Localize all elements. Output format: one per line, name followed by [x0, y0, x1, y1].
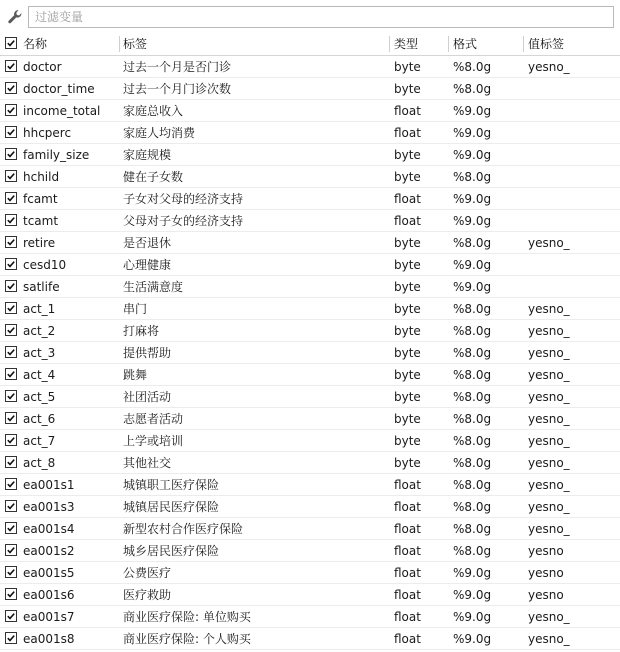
- variable-type: byte: [394, 170, 421, 184]
- variable-name: act_4: [23, 368, 56, 382]
- table-row[interactable]: [0, 254, 620, 276]
- variable-type: byte: [394, 434, 421, 448]
- variable-value-label: yesno_: [528, 434, 570, 448]
- variable-format: %8.0g: [453, 456, 492, 470]
- variable-type: byte: [394, 412, 421, 426]
- filter-variables-input[interactable]: [28, 6, 614, 28]
- row-check-cell[interactable]: [5, 364, 19, 386]
- variable-label: 子女对父母的经济支持: [123, 192, 244, 206]
- row-checkbox[interactable]: [5, 148, 17, 160]
- table-row[interactable]: [0, 518, 620, 540]
- column-divider[interactable]: [119, 36, 120, 52]
- variable-type: byte: [394, 148, 421, 162]
- table-row[interactable]: [0, 408, 620, 430]
- variable-type: float: [394, 104, 421, 118]
- column-header-format[interactable]: 格式: [453, 37, 478, 51]
- row-checkbox[interactable]: [5, 324, 17, 336]
- row-checkbox[interactable]: [5, 588, 17, 600]
- table-row[interactable]: [0, 628, 620, 650]
- variable-value-label: yesno_: [528, 610, 570, 624]
- variable-type: byte: [394, 236, 421, 250]
- row-checkbox[interactable]: [5, 192, 17, 204]
- column-header-name[interactable]: 名称: [23, 37, 48, 51]
- variable-name: ea001s4: [23, 522, 75, 536]
- table-row[interactable]: [0, 496, 620, 518]
- table-row[interactable]: [0, 188, 620, 210]
- variable-type: float: [394, 632, 421, 646]
- variable-name: family_size: [23, 148, 90, 162]
- table-row[interactable]: [0, 166, 620, 188]
- table-row[interactable]: [0, 364, 620, 386]
- row-check-cell[interactable]: [5, 430, 19, 452]
- variable-label: 社团活动: [123, 390, 172, 404]
- row-check-cell[interactable]: [5, 78, 19, 100]
- table-row[interactable]: [0, 452, 620, 474]
- variable-value-label: yesno_: [528, 368, 570, 382]
- variable-name: act_6: [23, 412, 56, 426]
- variable-label: 城镇居民医疗保险: [123, 500, 220, 514]
- column-header-value-label[interactable]: 值标签: [528, 37, 565, 51]
- column-header-type[interactable]: 类型: [394, 37, 419, 51]
- row-checkbox[interactable]: [5, 434, 17, 446]
- variable-label: 家庭规模: [123, 148, 172, 162]
- variable-value-label: [528, 188, 616, 210]
- row-check-cell[interactable]: [5, 496, 19, 518]
- variable-name: income_total: [23, 104, 101, 118]
- table-row[interactable]: [0, 100, 620, 122]
- row-checkbox[interactable]: [5, 566, 17, 578]
- row-checkbox[interactable]: [5, 104, 17, 116]
- row-checkbox[interactable]: [5, 610, 17, 622]
- variable-name: tcamt: [23, 214, 59, 228]
- row-checkbox[interactable]: [5, 126, 17, 138]
- variable-format: %8.0g: [453, 324, 492, 338]
- variable-label: 是否退休: [123, 236, 172, 250]
- column-divider[interactable]: [523, 36, 524, 52]
- variable-label: 商业医疗保险: 个人购买: [123, 632, 251, 646]
- variable-label: 父母对子女的经济支持: [123, 214, 244, 228]
- filter-bar: [0, 0, 620, 34]
- variable-name: hchild: [23, 170, 60, 184]
- variable-label: 打麻将: [123, 324, 160, 338]
- row-checkbox[interactable]: [5, 412, 17, 424]
- table-row[interactable]: [0, 78, 620, 100]
- row-check-cell[interactable]: [5, 562, 19, 584]
- row-checkbox[interactable]: [5, 214, 17, 226]
- variable-format: %8.0g: [453, 390, 492, 404]
- table-body: [0, 56, 620, 650]
- row-checkbox[interactable]: [5, 544, 17, 556]
- table-row[interactable]: [0, 430, 620, 452]
- variable-type: byte: [394, 456, 421, 470]
- row-check-cell[interactable]: [5, 144, 19, 166]
- row-checkbox[interactable]: [5, 500, 17, 512]
- variable-name: ea001s1: [23, 478, 75, 492]
- variable-type: float: [394, 500, 421, 514]
- variable-format: %8.0g: [453, 478, 492, 492]
- variable-label: 家庭人均消费: [123, 126, 196, 140]
- row-checkbox[interactable]: [5, 258, 17, 270]
- row-checkbox[interactable]: [5, 632, 17, 644]
- variable-format: %9.0g: [453, 280, 492, 294]
- variable-value-label: yesno_: [528, 522, 570, 536]
- variable-type: float: [394, 544, 421, 558]
- row-check-cell[interactable]: [5, 386, 19, 408]
- variable-format: %9.0g: [453, 148, 492, 162]
- variable-format: %9.0g: [453, 104, 492, 118]
- select-all-checkbox[interactable]: [5, 37, 17, 49]
- variable-format: %8.0g: [453, 236, 492, 250]
- variable-value-label: [528, 254, 616, 276]
- row-check-cell[interactable]: [5, 188, 19, 210]
- variable-name: ea001s3: [23, 500, 75, 514]
- table-row[interactable]: [0, 232, 620, 254]
- row-check-cell[interactable]: [5, 606, 19, 628]
- variable-format: %8.0g: [453, 60, 492, 74]
- variable-label: 跳舞: [123, 368, 148, 382]
- variable-value-label: [528, 144, 616, 166]
- column-divider[interactable]: [448, 36, 449, 52]
- variable-name: cesd10: [23, 258, 67, 272]
- variable-name: ea001s8: [23, 632, 75, 646]
- variable-label: 串门: [123, 302, 148, 316]
- variable-type: float: [394, 192, 421, 206]
- variable-value-label: yesno: [528, 566, 564, 580]
- row-check-cell[interactable]: [5, 628, 19, 650]
- variable-value-label: yesno_: [528, 632, 570, 646]
- variable-format: %8.0g: [453, 346, 492, 360]
- row-check-cell[interactable]: [5, 408, 19, 430]
- column-divider[interactable]: [389, 36, 390, 52]
- variable-type: float: [394, 566, 421, 580]
- variable-name: ea001s6: [23, 588, 75, 602]
- table-row[interactable]: [0, 56, 620, 78]
- variable-value-label: [528, 122, 616, 144]
- table-row[interactable]: [0, 210, 620, 232]
- variable-value-label: yesno_: [528, 456, 570, 470]
- row-check-cell[interactable]: [5, 56, 19, 78]
- variable-label: 心理健康: [123, 258, 172, 272]
- variable-label: 家庭总收入: [123, 104, 184, 118]
- row-check-cell[interactable]: [5, 320, 19, 342]
- variable-label: 提供帮助: [123, 346, 172, 360]
- variable-label: 过去一个月门诊次数: [123, 82, 232, 96]
- variable-name: doctor_time: [23, 82, 95, 96]
- variable-name: act_1: [23, 302, 56, 316]
- row-checkbox[interactable]: [5, 478, 17, 490]
- variable-format: %9.0g: [453, 258, 492, 272]
- row-checkbox[interactable]: [5, 302, 17, 314]
- variable-value-label: yesno_: [528, 236, 570, 250]
- variable-label: 医疗救助: [123, 588, 172, 602]
- variable-format: %8.0g: [453, 170, 492, 184]
- variable-format: %8.0g: [453, 544, 492, 558]
- row-checkbox[interactable]: [5, 82, 17, 94]
- variable-type: float: [394, 588, 421, 602]
- variable-type: byte: [394, 280, 421, 294]
- variable-format: %9.0g: [453, 632, 492, 646]
- variable-format: %9.0g: [453, 214, 492, 228]
- row-check-cell[interactable]: [5, 166, 19, 188]
- variable-value-label: yesno_: [528, 478, 570, 492]
- variable-format: %9.0g: [453, 126, 492, 140]
- variable-value-label: yesno_: [528, 390, 570, 404]
- variable-type: byte: [394, 82, 421, 96]
- variable-name: ea001s5: [23, 566, 75, 580]
- table-row[interactable]: [0, 276, 620, 298]
- row-checkbox[interactable]: [5, 170, 17, 182]
- variable-label: 过去一个月是否门诊: [123, 60, 232, 74]
- row-check-cell[interactable]: [5, 584, 19, 606]
- variable-type: byte: [394, 324, 421, 338]
- variable-format: %8.0g: [453, 500, 492, 514]
- variable-value-label: [528, 210, 616, 232]
- variable-name: satlife: [23, 280, 60, 294]
- variable-value-label: yesno_: [528, 302, 570, 316]
- variable-format: %8.0g: [453, 82, 492, 96]
- row-checkbox[interactable]: [5, 456, 17, 468]
- row-check-cell[interactable]: [5, 518, 19, 540]
- variable-type: float: [394, 610, 421, 624]
- variable-label: 商业医疗保险: 单位购买: [123, 610, 251, 624]
- variable-type: byte: [394, 60, 421, 74]
- row-check-cell[interactable]: [5, 276, 19, 298]
- variable-format: %9.0g: [453, 566, 492, 580]
- variable-name: hhcperc: [23, 126, 72, 140]
- variable-value-label: yesno_: [528, 324, 570, 338]
- variables-table: [0, 33, 620, 650]
- row-check-cell[interactable]: [5, 122, 19, 144]
- table-row[interactable]: [0, 342, 620, 364]
- variable-format: %8.0g: [453, 412, 492, 426]
- variable-label: 生活满意度: [123, 280, 184, 294]
- variable-name: act_3: [23, 346, 56, 360]
- table-row[interactable]: [0, 122, 620, 144]
- table-row[interactable]: [0, 298, 620, 320]
- variable-name: ea001s2: [23, 544, 75, 558]
- variable-format: %8.0g: [453, 434, 492, 448]
- variable-name: act_7: [23, 434, 56, 448]
- row-checkbox[interactable]: [5, 280, 17, 292]
- table-row[interactable]: [0, 474, 620, 496]
- row-check-cell[interactable]: [5, 100, 19, 122]
- row-check-cell[interactable]: [5, 452, 19, 474]
- variable-value-label: [528, 78, 616, 100]
- row-checkbox[interactable]: [5, 346, 17, 358]
- row-check-cell[interactable]: [5, 540, 19, 562]
- row-checkbox[interactable]: [5, 236, 17, 248]
- table-row[interactable]: [0, 584, 620, 606]
- variable-label: 城乡居民医疗保险: [123, 544, 220, 558]
- row-check-cell[interactable]: [5, 254, 19, 276]
- variable-format: %9.0g: [453, 610, 492, 624]
- variable-type: float: [394, 522, 421, 536]
- variable-format: %8.0g: [453, 368, 492, 382]
- variable-format: %8.0g: [453, 302, 492, 316]
- row-checkbox[interactable]: [5, 522, 17, 534]
- variable-label: 志愿者活动: [123, 412, 184, 426]
- table-row[interactable]: [0, 144, 620, 166]
- table-row[interactable]: [0, 562, 620, 584]
- variable-type: byte: [394, 390, 421, 404]
- variable-type: float: [394, 478, 421, 492]
- variable-value-label: yesno_: [528, 412, 570, 426]
- variable-name: retire: [23, 236, 56, 250]
- variable-name: act_8: [23, 456, 56, 470]
- variable-type: byte: [394, 346, 421, 360]
- variable-value-label: yesno_: [528, 346, 570, 360]
- variable-name: fcamt: [23, 192, 58, 206]
- variable-type: byte: [394, 368, 421, 382]
- variable-name: act_5: [23, 390, 56, 404]
- row-check-cell[interactable]: [5, 474, 19, 496]
- variable-value-label: yesno_: [528, 60, 570, 74]
- variable-type: float: [394, 214, 421, 228]
- variable-type: float: [394, 126, 421, 140]
- variable-value-label: yesno: [528, 544, 564, 558]
- row-check-cell[interactable]: [5, 298, 19, 320]
- row-check-cell[interactable]: [5, 232, 19, 254]
- variable-label: 上学或培训: [123, 434, 184, 448]
- row-check-cell[interactable]: [5, 210, 19, 232]
- variable-label: 城镇职工医疗保险: [123, 478, 220, 492]
- variable-label: 新型农村合作医疗保险: [123, 522, 244, 536]
- variable-type: byte: [394, 258, 421, 272]
- variable-format: %9.0g: [453, 192, 492, 206]
- table-row[interactable]: [0, 386, 620, 408]
- variable-value-label: [528, 100, 616, 122]
- variable-name: ea001s7: [23, 610, 75, 624]
- variable-label: 公费医疗: [123, 566, 172, 580]
- variable-label: 健在子女数: [123, 170, 184, 184]
- row-checkbox[interactable]: [5, 368, 17, 380]
- variable-value-label: yesno: [528, 588, 564, 602]
- variable-format: %9.0g: [453, 588, 492, 602]
- table-row[interactable]: [0, 540, 620, 562]
- table-row[interactable]: [0, 320, 620, 342]
- wrench-icon[interactable]: [6, 8, 24, 26]
- variable-type: byte: [394, 302, 421, 316]
- variable-value-label: [528, 276, 616, 298]
- row-checkbox[interactable]: [5, 60, 17, 72]
- variable-name: act_2: [23, 324, 56, 338]
- select-all-cell[interactable]: [5, 33, 19, 55]
- variable-label: 其他社交: [123, 456, 172, 470]
- variable-format: %8.0g: [453, 522, 492, 536]
- row-check-cell[interactable]: [5, 342, 19, 364]
- variable-name: doctor: [23, 60, 62, 74]
- table-header: [0, 33, 620, 56]
- column-header-label[interactable]: 标签: [123, 37, 148, 51]
- table-row[interactable]: [0, 606, 620, 628]
- row-checkbox[interactable]: [5, 390, 17, 402]
- variable-value-label: yesno_: [528, 500, 570, 514]
- variable-value-label: [528, 166, 616, 188]
